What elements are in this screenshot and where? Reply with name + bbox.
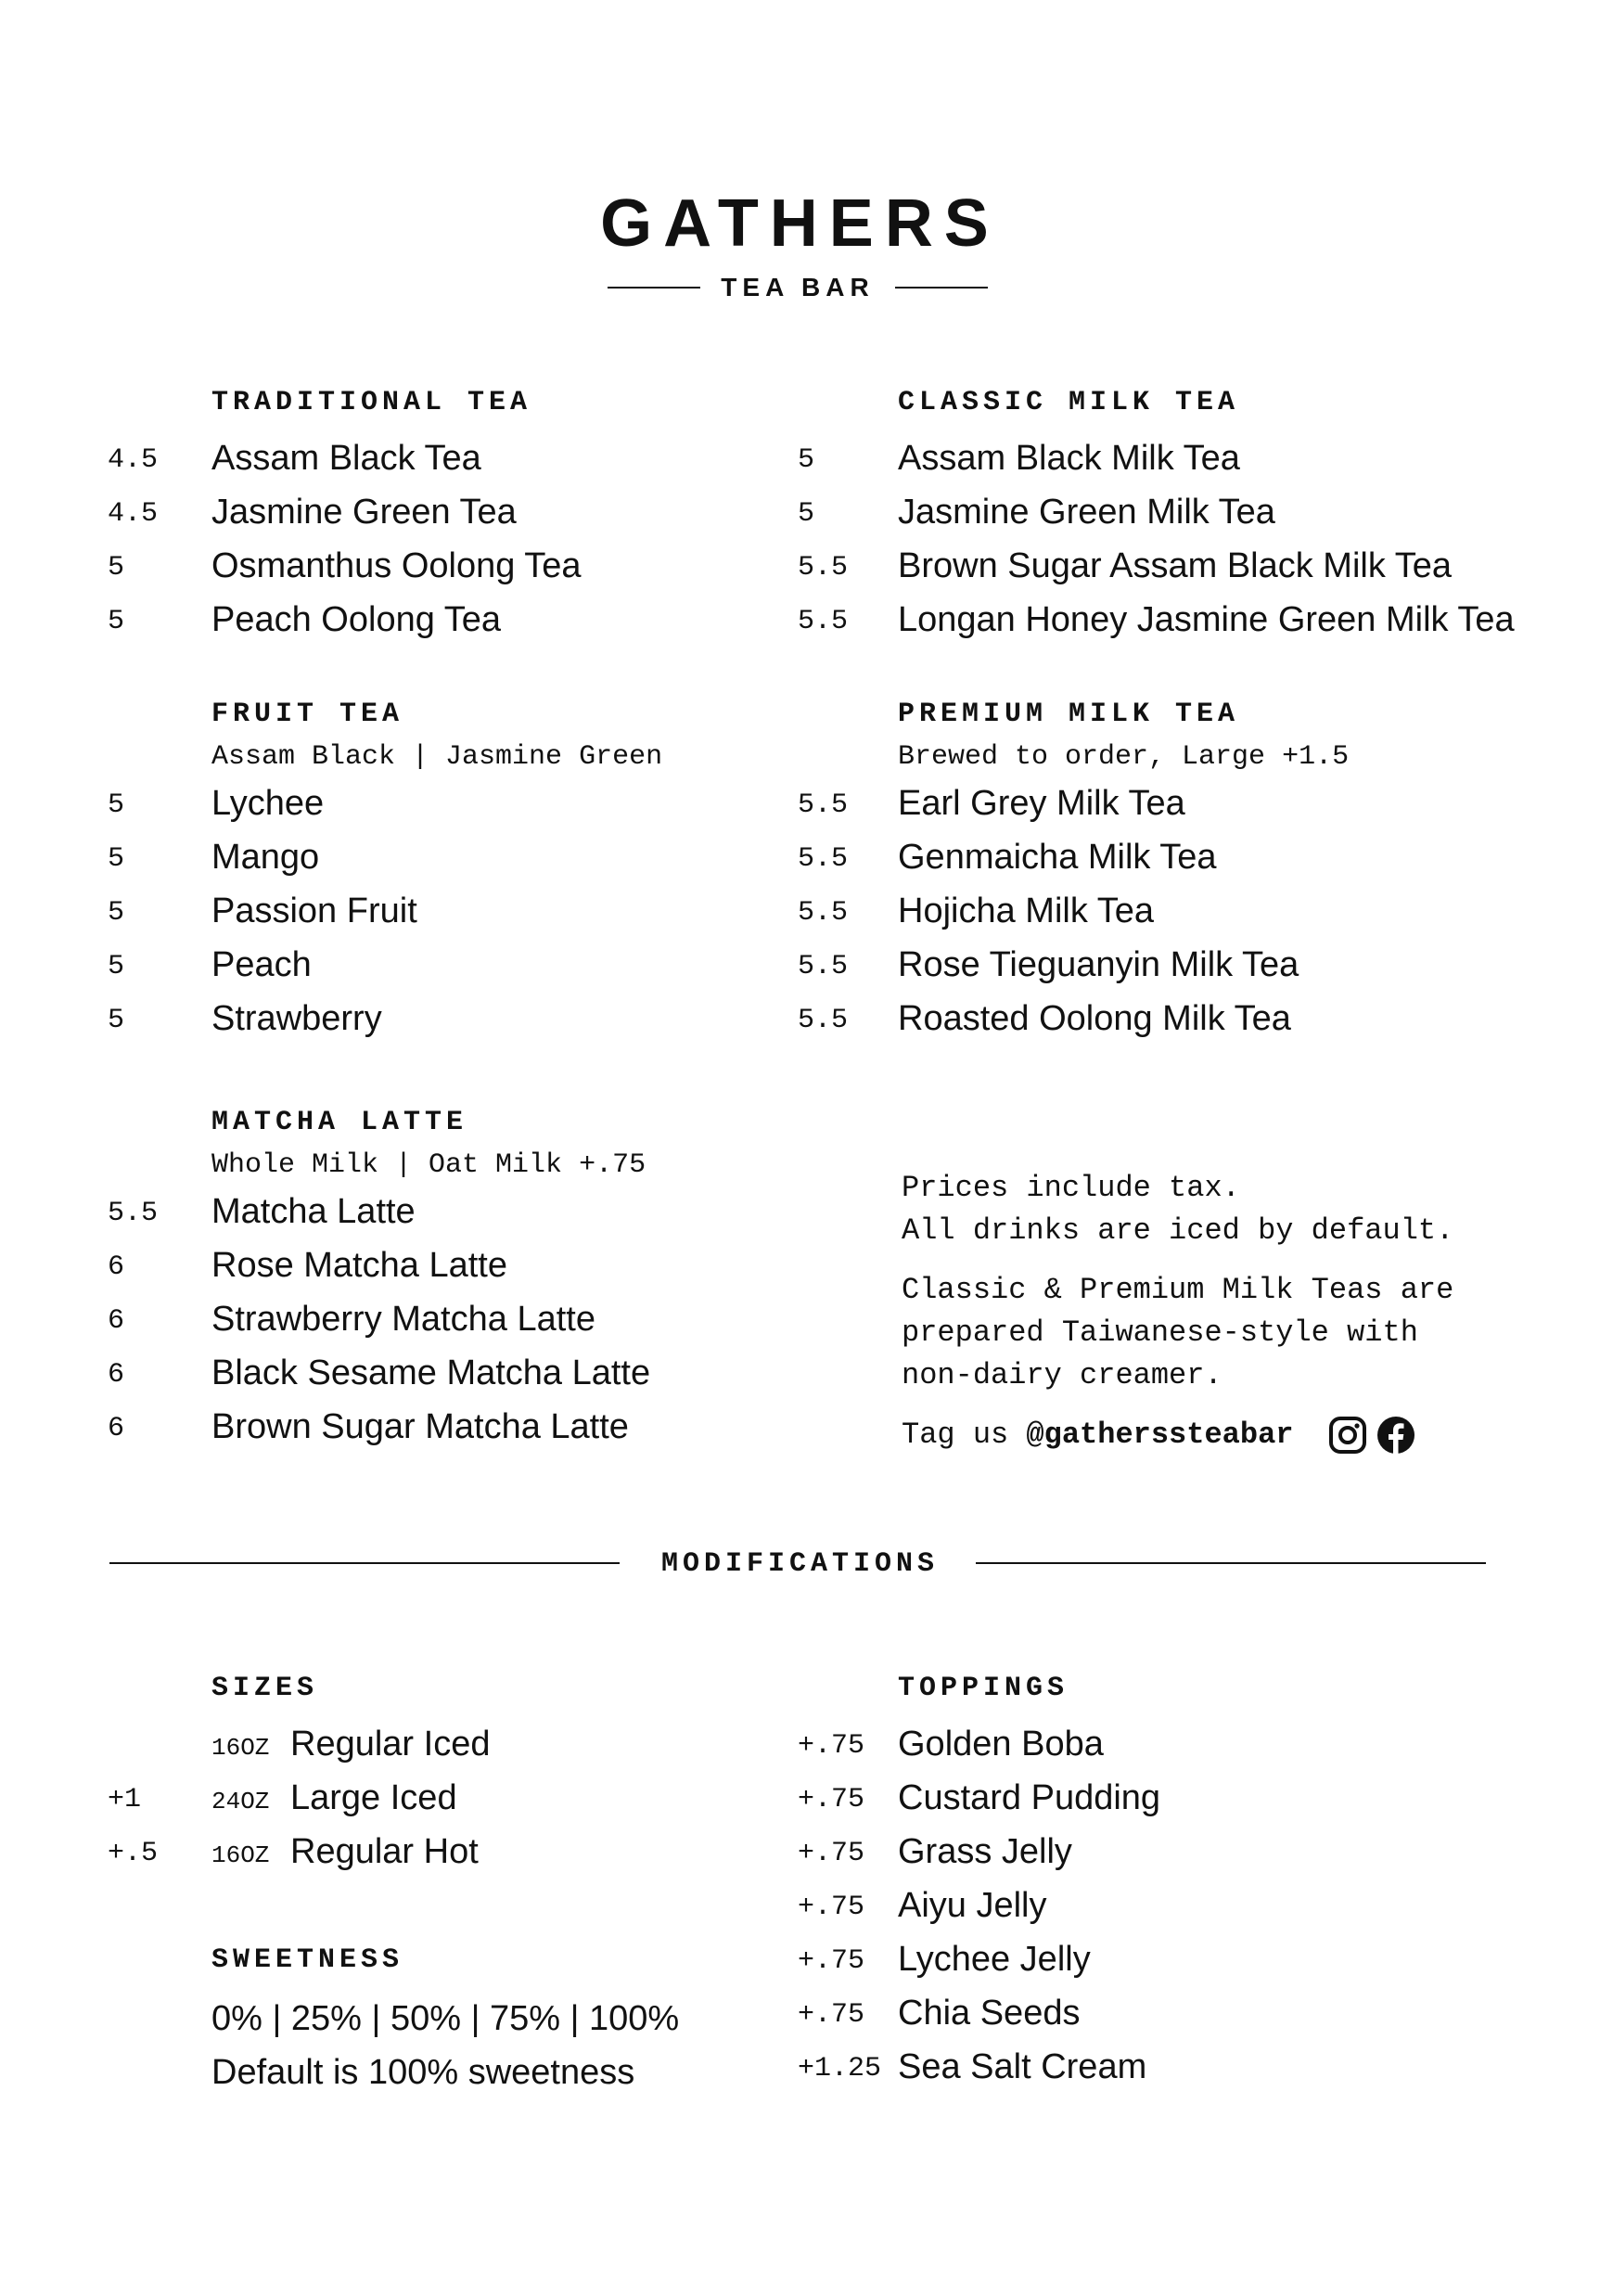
social-handle: @gatherssteabar [1026,1417,1294,1452]
topping-name: Chia Seeds [898,1994,1081,2033]
item-name: Rose Tieguanyin Milk Tea [898,945,1299,984]
menu-item [108,833,662,887]
size-volume: 16OZ [211,1841,270,1869]
section-title: FRUIT TEA [211,699,404,730]
item-price: 5 [108,1005,125,1036]
section-note: Assam Black | Jasmine Green [211,741,663,773]
social-icons [1328,1416,1415,1455]
item-price: 5 [798,444,815,476]
item-name: Strawberry [211,999,382,1038]
menu-item [108,1403,646,1456]
section-note: Whole Milk | Oat Milk +.75 [211,1149,646,1181]
topping-item [798,1720,1104,1774]
social-tag-line [902,1414,1453,1456]
size-name: Large Iced [290,1778,457,1817]
menu-item [798,434,1240,488]
item-name: Mango [211,838,320,877]
topping-item [798,1935,1091,1989]
subtitle-rule-left [608,287,700,289]
item-price: 5.5 [798,552,849,584]
section-matcha-latte [108,1104,651,1456]
divider-left [109,1562,620,1564]
topping-name: Grass Jelly [898,1832,1072,1871]
topping-name: Golden Boba [898,1725,1104,1764]
item-price: 6 [108,1251,125,1283]
menu-item [798,596,1515,649]
info-line: non-dairy creamer. [902,1358,1222,1392]
item-list [798,779,1349,1048]
item-price: 5.5 [798,897,849,929]
topping-item [798,2043,1147,2097]
topping-item [798,1828,1072,1881]
item-name: Peach Oolong Tea [211,600,501,639]
section-title: TOPPINGS [898,1673,1069,1704]
item-name: Assam Black Tea [211,439,481,478]
topping-price: +.75 [798,1838,865,1869]
menu-item [108,542,582,596]
menu-item [108,887,662,941]
item-name: Genmaicha Milk Tea [898,838,1217,877]
item-name: Earl Grey Milk Tea [898,784,1185,823]
brand-subtitle: TEA BAR [721,273,875,301]
item-name: Brown Sugar Assam Black Milk Tea [898,546,1452,585]
sweetness-default: Default is 100% sweetness [211,2053,635,2092]
topping-price: +.75 [798,1784,865,1815]
item-price: 5.5 [798,1005,849,1036]
menu-item [798,488,1275,542]
tag-prefix: Tag us [902,1417,1009,1452]
item-price: 4.5 [108,498,159,530]
info-line: Prices include tax. [902,1171,1240,1205]
menu-item [798,833,1349,887]
divider-right [976,1562,1486,1564]
item-price: 5 [108,897,125,929]
item-price: 6 [108,1359,125,1391]
size-item [108,1828,479,1881]
topping-price: +1.25 [798,2053,882,2084]
size-name: Regular Hot [290,1832,479,1871]
item-name: Longan Honey Jasmine Green Milk Tea [898,600,1515,639]
item-name: Matcha Latte [211,1192,416,1231]
topping-name: Lychee Jelly [898,1940,1091,1979]
menu-item [108,596,531,649]
section-title: CLASSIC MILK TEA [898,387,1240,418]
menu-item [798,941,1349,994]
size-name: Regular Iced [290,1725,491,1764]
brand-title: GATHERS [600,186,1000,261]
topping-price: +.75 [798,1999,865,2031]
section-title: PREMIUM MILK TEA [898,699,1240,730]
item-price: 5.5 [798,606,849,637]
section-classic-milk-tea [798,384,1515,649]
brand-subtitle-row [608,269,988,306]
item-price: 6 [108,1413,125,1444]
item-list [108,779,662,1048]
info-line: All drinks are iced by default. [902,1213,1454,1248]
menu-item [798,542,1452,596]
topping-price: +.75 [798,1945,865,1977]
size-price: +.5 [108,1838,159,1869]
info-line: prepared Taiwanese-style with [902,1315,1418,1350]
section-title: SWEETNESS [211,1944,404,1976]
section-title: TRADITIONAL TEA [211,387,532,418]
section-traditional-tea [108,384,582,649]
section-premium-milk-tea [798,696,1350,1048]
item-list [108,434,582,649]
item-price: 5.5 [798,843,849,875]
item-price: 5 [108,789,125,821]
instagram-icon[interactable] [1328,1416,1367,1455]
section-title: SIZES [211,1673,319,1704]
item-price: 5 [108,606,125,637]
item-name: Black Sesame Matcha Latte [211,1353,651,1392]
item-price: 5.5 [798,789,849,821]
size-item [211,1720,491,1774]
menu-item [108,1241,646,1295]
facebook-icon[interactable] [1376,1416,1415,1455]
modifications-title: MODIFICATIONS [660,1548,940,1580]
subtitle-rule-right [895,287,988,289]
size-volume: 16OZ [211,1734,270,1762]
item-name: Osmanthus Oolong Tea [211,546,582,585]
topping-name: Aiyu Jelly [898,1886,1047,1925]
item-price: 5 [108,951,125,982]
item-name: Passion Fruit [211,891,417,930]
item-price: 4.5 [108,444,159,476]
topping-name: Custard Pudding [898,1778,1161,1817]
item-name: Brown Sugar Matcha Latte [211,1407,629,1446]
section-title: MATCHA LATTE [211,1107,468,1138]
menu-item [798,994,1349,1048]
size-list [108,1720,491,1881]
item-price: 5 [108,843,125,875]
item-name: Jasmine Green Tea [211,493,517,532]
item-price: 5 [798,498,815,530]
size-item [108,1774,457,1828]
info-notes [902,1167,1453,1456]
item-name: Jasmine Green Milk Tea [898,493,1275,532]
item-name: Rose Matcha Latte [211,1246,507,1285]
item-price: 6 [108,1305,125,1337]
topping-item [798,1774,1161,1828]
section-sizes [108,1670,491,1881]
section-sweetness [211,1942,679,2099]
sweetness-levels: 0% | 25% | 50% | 75% | 100% [211,1999,680,2038]
menu-item [108,1295,646,1349]
menu-item [108,941,662,994]
section-toppings [798,1670,1161,2097]
item-name: Roasted Oolong Milk Tea [898,999,1291,1038]
size-price: +1 [108,1784,142,1815]
info-line: Classic & Premium Milk Teas are [902,1273,1454,1307]
item-name: Hojicha Milk Tea [898,891,1154,930]
item-name: Assam Black Milk Tea [898,439,1240,478]
topping-price: +.75 [798,1892,865,1923]
menu-item [108,1349,651,1403]
section-fruit-tea [108,696,663,1048]
item-list [108,1187,651,1456]
item-name: Peach [211,945,312,984]
menu-item [798,887,1349,941]
menu-item [108,994,662,1048]
item-name: Strawberry Matcha Latte [211,1300,595,1339]
item-name: Lychee [211,784,325,823]
topping-item [798,1989,1081,2043]
topping-name: Sea Salt Cream [898,2047,1147,2086]
size-volume: 24OZ [211,1788,270,1815]
item-price: 5 [108,552,125,584]
menu-item [108,488,531,542]
topping-item [798,1881,1069,1935]
item-price: 5.5 [798,951,849,982]
menu-item [108,779,662,833]
section-note: Brewed to order, Large +1.5 [898,741,1350,773]
menu-item [108,434,531,488]
item-price: 5.5 [108,1198,159,1229]
item-list [798,1720,1161,2097]
topping-price: +.75 [798,1730,865,1762]
menu-item [108,1187,646,1241]
item-list [798,434,1515,649]
menu-item [798,779,1349,833]
